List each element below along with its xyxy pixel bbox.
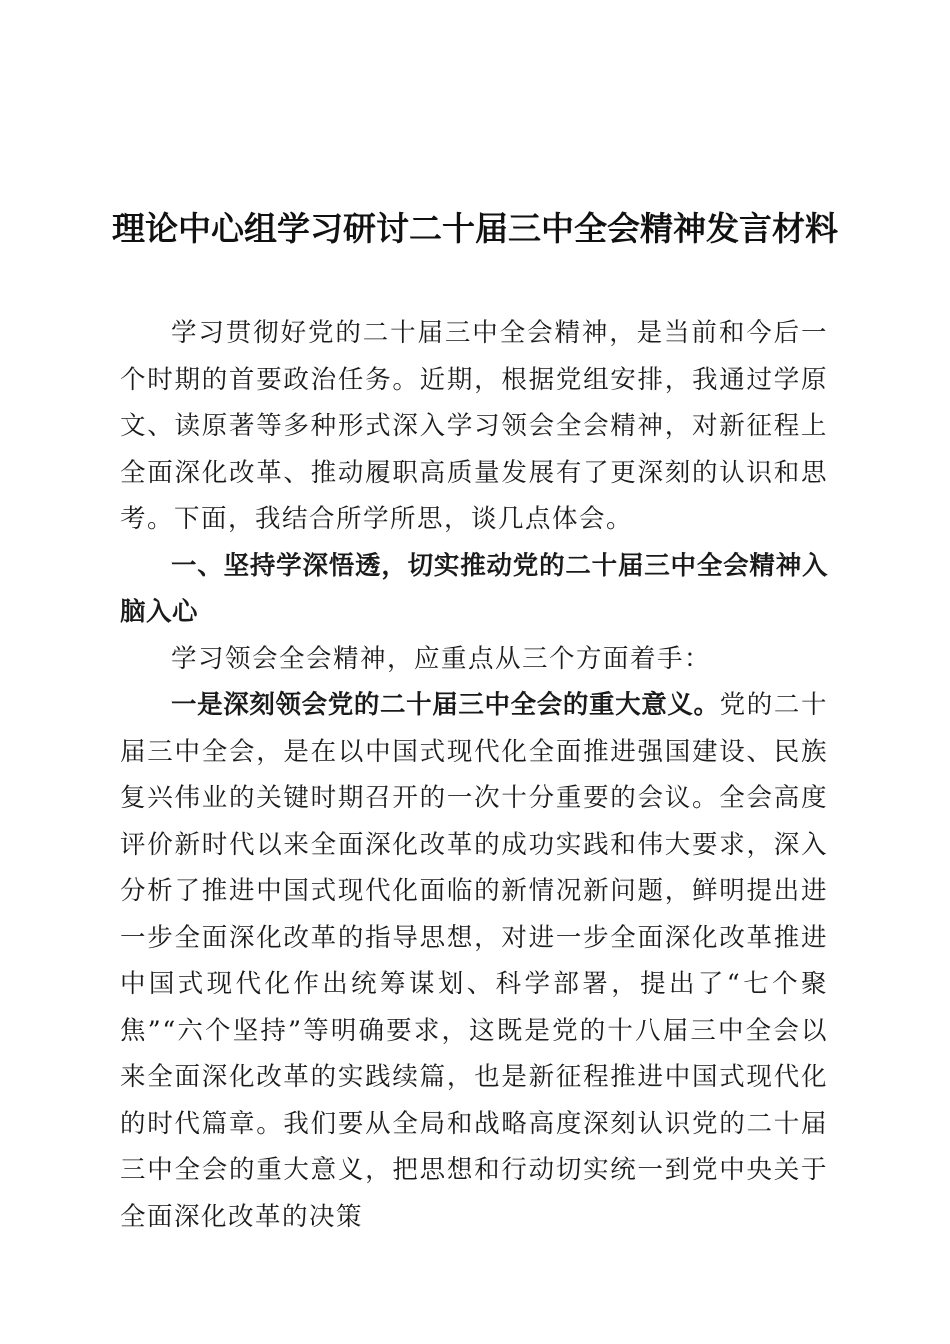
- point-1-bold-lead: 一是深刻领会党的二十届三中全会的重大意义。: [171, 690, 720, 720]
- intro-paragraph: 学习贯彻好党的二十届三中全会精神，是当前和今后一个时期的首要政治任务。近期，根据党组安排，我通过学原文、读原著等多种形式深入学习领会全会精神，对新征程上全面深化改革、推动履职高质量发展有了更深刻的认识和思考。下面，我结合所学所思，谈几点体会。: [120, 318, 828, 534]
- document-title: 理论中心组学习研讨二十届三中全会精神发言材料: [112, 209, 838, 248]
- point-paragraph-1: [120, 682, 828, 1240]
- point-1-text: 党的二十届三中全会，是在以中国式现代化全面推进强国建设、民族复兴伟业的关键时期召开的一次十分重要的会议。全会高度评价新时代以来全面深化改革的成功实践和伟大要求，深入分析了推进中国式现代化面临的新情况新问题，鲜明提出进一步全面深化改革的指导思想，对进一步全面深化改革推进中国式现代化作出统筹谋划、科学部署，提出了“七个聚焦”“六个坚持”等明确要求，这既是党的十八届三中全会以来全面深化改革的实践续篇，也是新征程推进中国式现代化的时代篇章。我们要从全局和战略高度深刻认识党的二十届三中全会的重大意义，把思想和行动切实统一到党中央关于全面深化改革的决策: [120, 690, 828, 1232]
- section-heading-1: 一、坚持学深悟透，切实推动党的二十届三中全会精神入脑入心: [120, 550, 828, 627]
- document-body: [120, 310, 828, 1240]
- section-lead-paragraph: 学习领会全会精神，应重点从三个方面着手：: [171, 643, 712, 674]
